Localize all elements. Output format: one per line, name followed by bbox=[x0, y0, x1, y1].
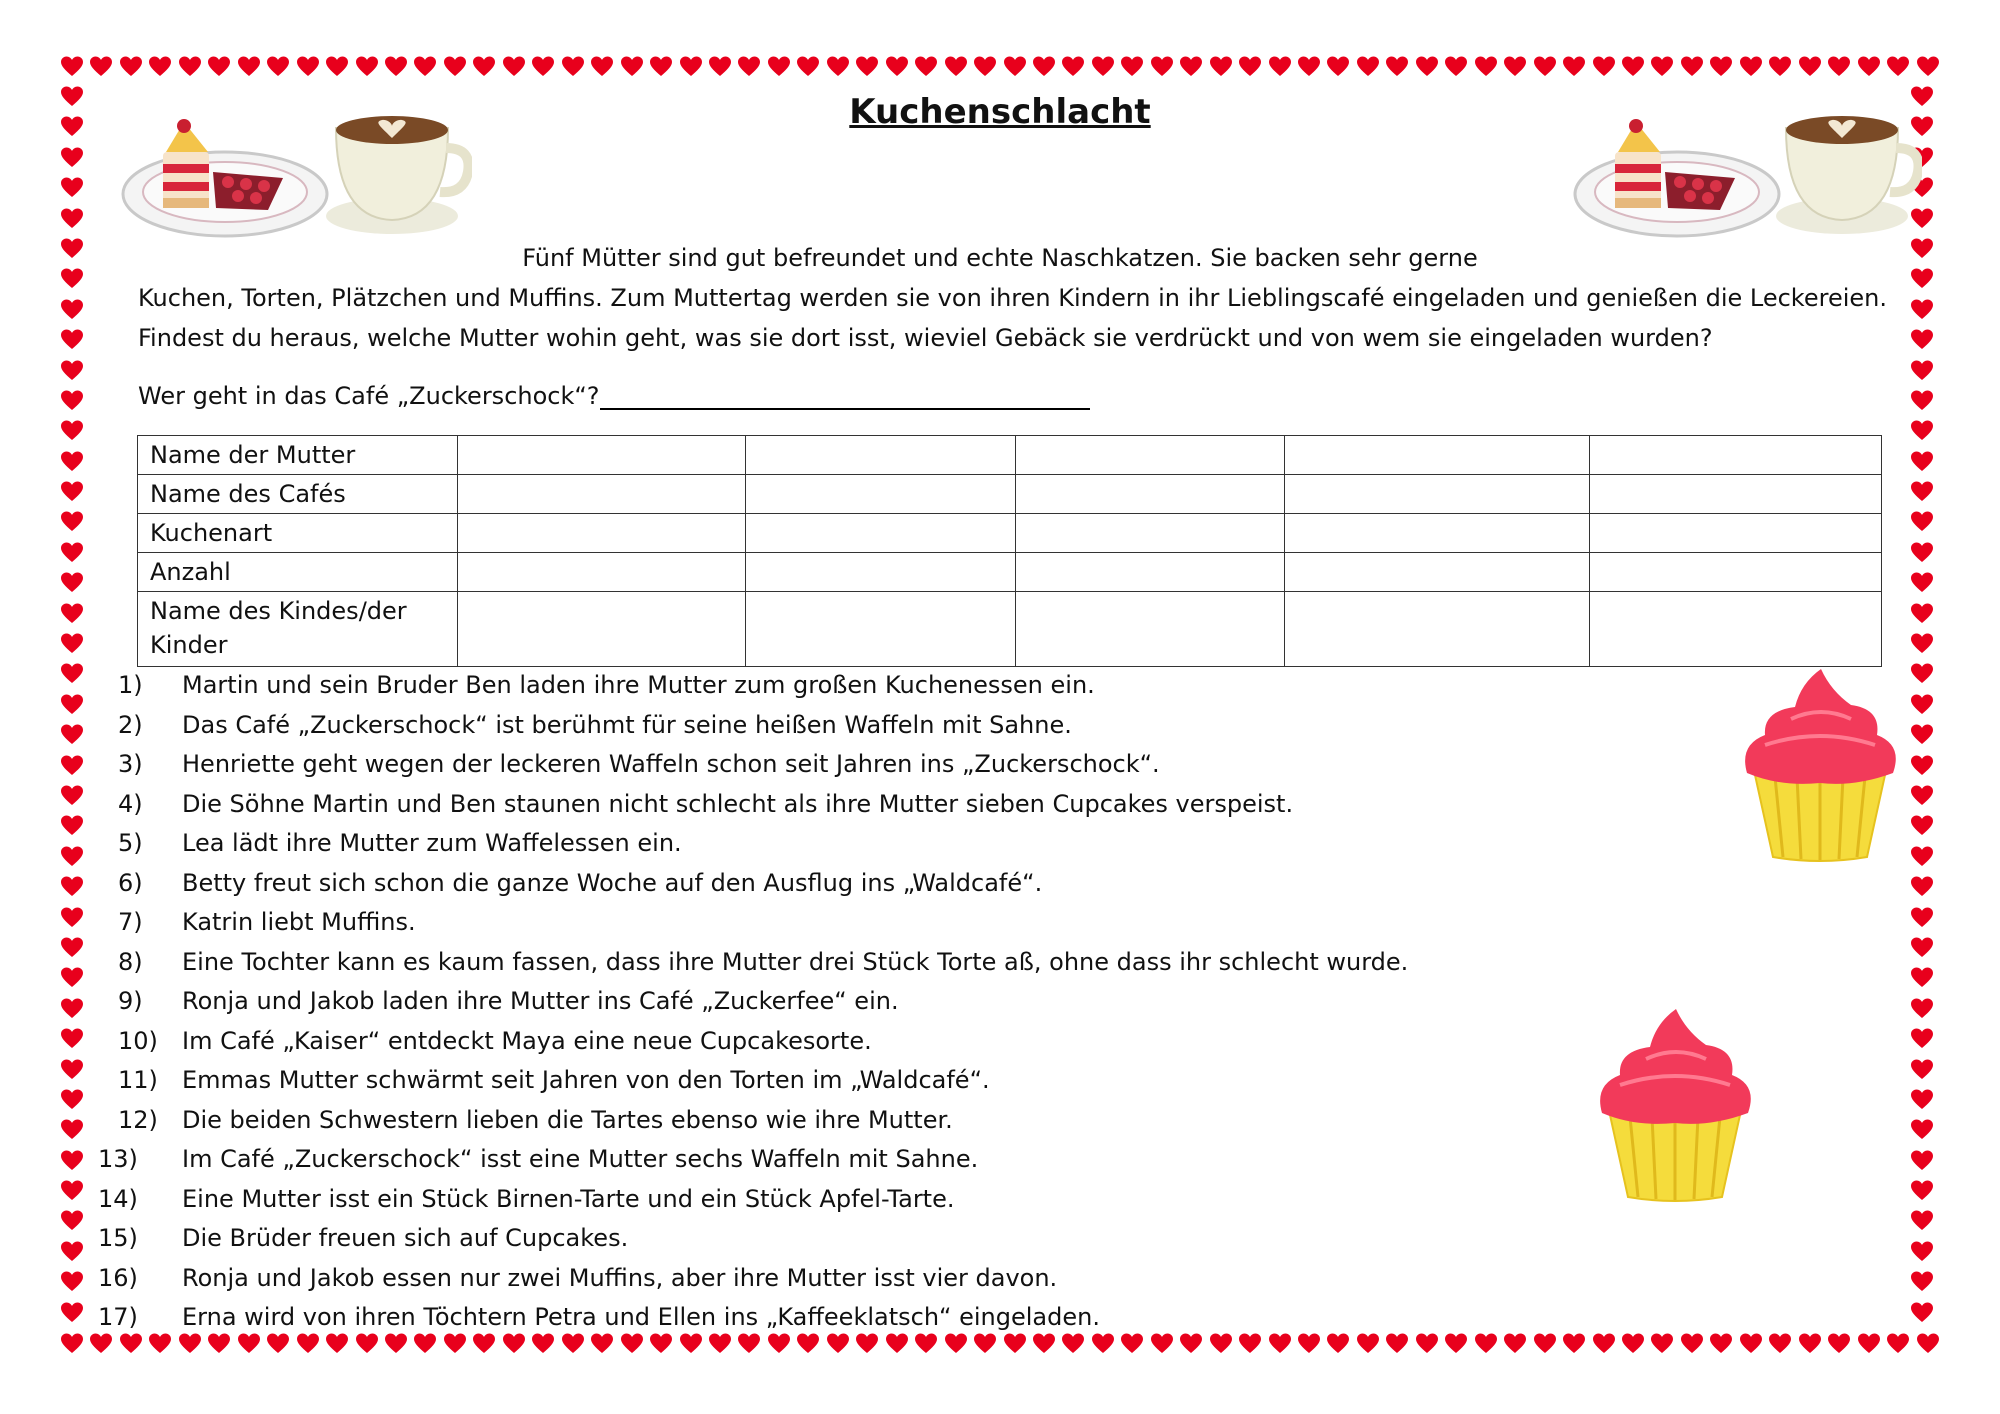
answer-cell[interactable] bbox=[1015, 553, 1285, 592]
clue-number: 9) bbox=[118, 987, 143, 1015]
heart-icon bbox=[60, 814, 84, 838]
clue-item bbox=[118, 745, 1618, 785]
heart-icon bbox=[60, 55, 84, 79]
heart-icon bbox=[1621, 1332, 1645, 1356]
clue-text: Die Söhne Martin und Ben staunen nicht schlecht als ihre Mutter sieben Cupcakes verspeist. bbox=[182, 789, 1294, 818]
clue-number: 4) bbox=[118, 789, 143, 818]
heart-icon bbox=[60, 1270, 84, 1294]
answer-cell[interactable] bbox=[457, 553, 745, 592]
answer-cell[interactable] bbox=[1285, 436, 1590, 475]
heart-icon bbox=[1916, 55, 1940, 79]
heart-icon bbox=[620, 55, 644, 79]
heart-icon bbox=[1209, 55, 1233, 79]
heart-icon bbox=[1739, 1332, 1763, 1356]
clue-item bbox=[118, 785, 1618, 825]
heart-icon bbox=[178, 55, 202, 79]
answer-cell[interactable] bbox=[1015, 436, 1285, 475]
heart-icon bbox=[60, 662, 84, 686]
row-label: Name des Cafés bbox=[138, 475, 458, 514]
intro-line-3: Findest du heraus, welche Mutter wohin geht, was sie dort isst, wieviel Gebäck sie verdrückt und von wem sie eingeladen wurden? bbox=[138, 324, 1713, 352]
cake-plate-icon bbox=[1570, 112, 1785, 242]
heart-icon bbox=[1120, 55, 1144, 79]
heart-icon bbox=[60, 602, 84, 626]
clue-number: 15) bbox=[98, 1224, 138, 1252]
clue-number: 13) bbox=[98, 1145, 138, 1173]
heart-icon bbox=[60, 419, 84, 443]
heart-icon bbox=[1910, 1118, 1934, 1142]
clue-text: Martin und sein Bruder Ben laden ihre Mutter zum großen Kuchenessen ein. bbox=[182, 671, 1095, 699]
clue-number: 10) bbox=[118, 1026, 158, 1055]
coffee-cup-icon bbox=[322, 108, 472, 238]
clue-number: 11) bbox=[118, 1066, 158, 1094]
heart-icon bbox=[1910, 1058, 1934, 1082]
clue-number: 12) bbox=[118, 1105, 158, 1134]
heart-icon bbox=[1562, 55, 1586, 79]
heart-icon bbox=[1910, 784, 1934, 808]
answer-line[interactable] bbox=[600, 384, 1090, 410]
heart-icon bbox=[1910, 450, 1934, 474]
answer-cell[interactable] bbox=[1590, 553, 1882, 592]
table-row bbox=[138, 592, 1882, 667]
clue-number: 6) bbox=[118, 868, 143, 897]
heart-icon bbox=[60, 541, 84, 565]
clue-text: Lea lädt ihre Mutter zum Waffelessen ein. bbox=[182, 829, 682, 857]
clue-item bbox=[118, 864, 1618, 904]
answer-cell[interactable] bbox=[1015, 592, 1285, 667]
heart-icon bbox=[1910, 571, 1934, 595]
heart-icon bbox=[1827, 1332, 1851, 1356]
heart-icon bbox=[1910, 997, 1934, 1021]
heart-icon bbox=[60, 632, 84, 656]
heart-icon bbox=[855, 55, 879, 79]
heart-icon bbox=[1910, 966, 1934, 990]
heart-icon bbox=[1910, 419, 1934, 443]
heart-icon bbox=[1680, 55, 1704, 79]
heart-icon bbox=[1910, 510, 1934, 534]
coffee-cup-icon bbox=[1772, 108, 1922, 238]
heart-icon bbox=[1910, 906, 1934, 930]
cupcake-icon bbox=[1735, 665, 1905, 865]
clue-item bbox=[118, 1101, 1618, 1141]
heart-icon bbox=[60, 997, 84, 1021]
heart-icon bbox=[60, 1149, 84, 1173]
heart-icon bbox=[1385, 55, 1409, 79]
heart-icon bbox=[1910, 693, 1934, 717]
cupcake-icon bbox=[1590, 1005, 1760, 1205]
heart-icon bbox=[1910, 359, 1934, 383]
clue-text: Ronja und Jakob essen nur zwei Muffins, aber ihre Mutter isst vier davon. bbox=[182, 1263, 1058, 1292]
heart-icon bbox=[1857, 55, 1881, 79]
heart-icon bbox=[1886, 55, 1910, 79]
heart-icon bbox=[355, 55, 379, 79]
heart-icon bbox=[1179, 55, 1203, 79]
heart-icon bbox=[60, 754, 84, 778]
heart-icon bbox=[60, 480, 84, 504]
clue-text: Erna wird von ihren Töchtern Petra und Ellen ins „Kaffeeklatsch“ eingeladen. bbox=[182, 1303, 1100, 1331]
heart-icon bbox=[60, 146, 84, 170]
clue-text: Im Café „Kaiser“ entdeckt Maya eine neue Cupcakesorte. bbox=[182, 1026, 872, 1055]
clue-item bbox=[118, 666, 1618, 706]
heart-icon bbox=[1650, 1332, 1674, 1356]
heart-icon bbox=[148, 55, 172, 79]
heart-icon bbox=[60, 936, 84, 960]
heart-icon bbox=[1910, 480, 1934, 504]
heart-icon bbox=[60, 723, 84, 747]
row-label: Name der Mutter bbox=[138, 436, 458, 475]
heart-icon bbox=[1910, 754, 1934, 778]
answer-cell[interactable] bbox=[745, 514, 1015, 553]
answer-cell[interactable] bbox=[457, 514, 745, 553]
answer-cell[interactable] bbox=[1285, 553, 1590, 592]
heart-icon bbox=[60, 1179, 84, 1203]
answer-cell[interactable] bbox=[745, 475, 1015, 514]
heart-icon bbox=[1680, 1332, 1704, 1356]
heart-icon bbox=[1268, 55, 1292, 79]
heart-icon bbox=[1798, 1332, 1822, 1356]
clue-number: 14) bbox=[98, 1184, 138, 1213]
heart-icon bbox=[1910, 602, 1934, 626]
clue-text: Das Café „Zuckerschock“ ist berühmt für seine heißen Waffeln mit Sahne. bbox=[182, 710, 1072, 739]
clue-number: 1) bbox=[118, 671, 143, 699]
question-text: Wer geht in das Café „Zuckerschock“? bbox=[138, 382, 600, 410]
clue-number: 5) bbox=[118, 829, 143, 857]
heart-icon bbox=[60, 571, 84, 595]
logic-grid-table bbox=[137, 435, 1882, 667]
answer-cell[interactable] bbox=[1590, 592, 1882, 667]
heart-icon bbox=[60, 1088, 84, 1112]
answer-cell[interactable] bbox=[1015, 514, 1285, 553]
heart-icon bbox=[1910, 875, 1934, 899]
clue-item bbox=[98, 1180, 1618, 1220]
heart-icon bbox=[561, 55, 585, 79]
answer-cell[interactable] bbox=[457, 475, 745, 514]
heart-icon bbox=[1739, 55, 1763, 79]
heart-border-top bbox=[60, 55, 1940, 85]
answer-cell[interactable] bbox=[745, 436, 1015, 475]
clue-text: Betty freut sich schon die ganze Woche auf den Ausflug ins „Waldcafé“. bbox=[182, 868, 1043, 897]
clue-item bbox=[118, 903, 1618, 943]
heart-icon bbox=[1150, 55, 1174, 79]
heart-icon bbox=[60, 328, 84, 352]
heart-icon bbox=[1503, 55, 1527, 79]
heart-icon bbox=[1003, 55, 1027, 79]
heart-icon bbox=[649, 55, 673, 79]
heart-icon bbox=[60, 693, 84, 717]
row-label: Name des Kindes/der Kinder bbox=[138, 592, 458, 667]
heart-icon bbox=[60, 1301, 84, 1325]
clues-list bbox=[98, 666, 1618, 1338]
page-title: Kuchenschlacht bbox=[849, 92, 1151, 132]
heart-icon bbox=[1910, 1301, 1934, 1325]
heart-icon bbox=[1621, 55, 1645, 79]
heart-icon bbox=[60, 1332, 84, 1356]
heart-icon bbox=[60, 875, 84, 899]
heart-icon bbox=[1709, 55, 1733, 79]
heart-icon bbox=[1910, 662, 1934, 686]
heart-icon bbox=[1910, 1209, 1934, 1233]
answer-cell[interactable] bbox=[745, 592, 1015, 667]
heart-icon bbox=[1910, 389, 1934, 413]
heart-icon bbox=[973, 55, 997, 79]
answer-cell[interactable] bbox=[457, 592, 745, 667]
answer-cell[interactable] bbox=[745, 553, 1015, 592]
heart-icon bbox=[443, 55, 467, 79]
heart-icon bbox=[1910, 1240, 1934, 1264]
heart-icon bbox=[1827, 55, 1851, 79]
heart-icon bbox=[914, 55, 938, 79]
heart-icon bbox=[413, 55, 437, 79]
heart-icon bbox=[1910, 541, 1934, 565]
heart-icon bbox=[1768, 55, 1792, 79]
heart-icon bbox=[1091, 55, 1115, 79]
heart-icon bbox=[60, 359, 84, 383]
heart-icon bbox=[119, 55, 143, 79]
heart-icon bbox=[325, 55, 349, 79]
clue-number: 2) bbox=[118, 710, 143, 739]
heart-icon bbox=[60, 176, 84, 200]
heart-icon bbox=[767, 55, 791, 79]
answer-cell[interactable] bbox=[1015, 475, 1285, 514]
heart-icon bbox=[1650, 55, 1674, 79]
heart-icon bbox=[60, 845, 84, 869]
answer-cell[interactable] bbox=[1590, 475, 1882, 514]
heart-icon bbox=[1297, 55, 1321, 79]
heart-icon bbox=[1061, 55, 1085, 79]
heart-icon bbox=[60, 784, 84, 808]
heart-icon bbox=[60, 1240, 84, 1264]
clue-item bbox=[118, 1022, 1618, 1062]
heart-icon bbox=[944, 55, 968, 79]
clue-text: Eine Tochter kann es kaum fassen, dass ihre Mutter drei Stück Torte aß, ohne dass ihr schlecht wurde. bbox=[182, 947, 1409, 976]
heart-icon bbox=[1910, 1088, 1934, 1112]
heart-icon bbox=[89, 55, 113, 79]
heart-icon bbox=[60, 389, 84, 413]
heart-icon bbox=[60, 450, 84, 474]
heart-icon bbox=[1910, 814, 1934, 838]
clue-item bbox=[118, 824, 1618, 864]
heart-icon bbox=[1910, 723, 1934, 747]
question bbox=[138, 382, 1090, 410]
intro-line-2: Kuchen, Torten, Plätzchen und Muffins. Zum Muttertag werden sie von ihren Kindern in ihr Lieblingscafé eingeladen und genießen die Leckereien. bbox=[138, 284, 1887, 312]
heart-icon bbox=[1910, 1270, 1934, 1294]
clue-number: 16) bbox=[98, 1263, 138, 1292]
clue-text: Ronja und Jakob laden ihre Mutter ins Café „Zuckerfee“ ein. bbox=[182, 987, 899, 1015]
clue-item bbox=[98, 1219, 1618, 1259]
heart-icon bbox=[1857, 1332, 1881, 1356]
clue-item bbox=[118, 1061, 1618, 1101]
clue-text: Die beiden Schwestern lieben die Tartes ebenso wie ihre Mutter. bbox=[182, 1105, 953, 1134]
heart-icon bbox=[60, 906, 84, 930]
clue-item bbox=[118, 982, 1618, 1022]
table-row bbox=[138, 475, 1882, 514]
heart-icon bbox=[1910, 845, 1934, 869]
answer-cell[interactable] bbox=[1590, 436, 1882, 475]
heart-icon bbox=[384, 55, 408, 79]
clue-number: 7) bbox=[118, 908, 143, 936]
table-row bbox=[138, 553, 1882, 592]
heart-icon bbox=[60, 1027, 84, 1051]
heart-icon bbox=[1533, 55, 1557, 79]
heart-icon bbox=[1474, 55, 1498, 79]
heart-icon bbox=[266, 55, 290, 79]
heart-icon bbox=[60, 1058, 84, 1082]
heart-icon bbox=[1910, 632, 1934, 656]
heart-icon bbox=[708, 55, 732, 79]
heart-icon bbox=[1326, 55, 1350, 79]
clue-item bbox=[118, 943, 1618, 983]
heart-icon bbox=[237, 55, 261, 79]
table-row bbox=[138, 514, 1882, 553]
heart-icon bbox=[1415, 55, 1439, 79]
clue-text: Katrin liebt Muffins. bbox=[182, 908, 416, 936]
heart-icon bbox=[1592, 55, 1616, 79]
answer-cell[interactable] bbox=[1285, 514, 1590, 553]
heart-icon bbox=[1032, 55, 1056, 79]
heart-icon bbox=[1356, 55, 1380, 79]
clue-item bbox=[118, 706, 1618, 746]
heart-icon bbox=[1798, 55, 1822, 79]
heart-icon bbox=[1444, 55, 1468, 79]
heart-icon bbox=[296, 55, 320, 79]
clue-number: 8) bbox=[118, 947, 143, 976]
heart-icon bbox=[1768, 1332, 1792, 1356]
heart-icon bbox=[60, 966, 84, 990]
heart-icon bbox=[60, 1209, 84, 1233]
row-label: Kuchenart bbox=[138, 514, 458, 553]
answer-cell[interactable] bbox=[1285, 592, 1590, 667]
clue-text: Im Café „Zuckerschock“ isst eine Mutter sechs Waffeln mit Sahne. bbox=[182, 1145, 979, 1173]
heart-icon bbox=[60, 510, 84, 534]
clue-text: Die Brüder freuen sich auf Cupcakes. bbox=[182, 1224, 629, 1252]
heart-icon bbox=[60, 1118, 84, 1142]
heart-icon bbox=[1910, 1149, 1934, 1173]
table-row bbox=[138, 436, 1882, 475]
answer-cell[interactable] bbox=[1590, 514, 1882, 553]
clue-item bbox=[98, 1259, 1618, 1299]
heart-icon bbox=[1709, 1332, 1733, 1356]
heart-icon bbox=[207, 55, 231, 79]
cake-plate-icon bbox=[118, 112, 333, 242]
row-label: Anzahl bbox=[138, 553, 458, 592]
answer-cell[interactable] bbox=[1285, 475, 1590, 514]
heart-icon bbox=[737, 55, 761, 79]
heart-icon bbox=[60, 298, 84, 322]
heart-icon bbox=[590, 55, 614, 79]
heart-icon bbox=[796, 55, 820, 79]
heart-icon bbox=[60, 207, 84, 231]
heart-icon bbox=[826, 55, 850, 79]
clue-text: Emmas Mutter schwärmt seit Jahren von den Torten im „Waldcafé“. bbox=[182, 1066, 990, 1094]
answer-cell[interactable] bbox=[457, 436, 745, 475]
heart-icon bbox=[502, 55, 526, 79]
heart-icon bbox=[1910, 1179, 1934, 1203]
heart-icon bbox=[1238, 55, 1262, 79]
intro-line-1: Fünf Mütter sind gut befreundet und echte Naschkatzen. Sie backen sehr gerne bbox=[522, 244, 1478, 272]
clue-item bbox=[98, 1298, 1618, 1338]
heart-icon bbox=[1916, 1332, 1940, 1356]
heart-icon bbox=[885, 55, 909, 79]
clue-number: 3) bbox=[118, 750, 143, 778]
heart-icon bbox=[1910, 1027, 1934, 1051]
clue-item bbox=[98, 1140, 1618, 1180]
heart-icon bbox=[679, 55, 703, 79]
clue-text: Eine Mutter isst ein Stück Birnen-Tarte und ein Stück Apfel-Tarte. bbox=[182, 1184, 955, 1213]
heart-icon bbox=[531, 55, 555, 79]
heart-icon bbox=[472, 55, 496, 79]
heart-icon bbox=[1886, 1332, 1910, 1356]
clue-text: Henriette geht wegen der leckeren Waffeln schon seit Jahren ins „Zuckerschock“. bbox=[182, 750, 1160, 778]
clue-number: 17) bbox=[98, 1303, 138, 1331]
heart-icon bbox=[1910, 936, 1934, 960]
